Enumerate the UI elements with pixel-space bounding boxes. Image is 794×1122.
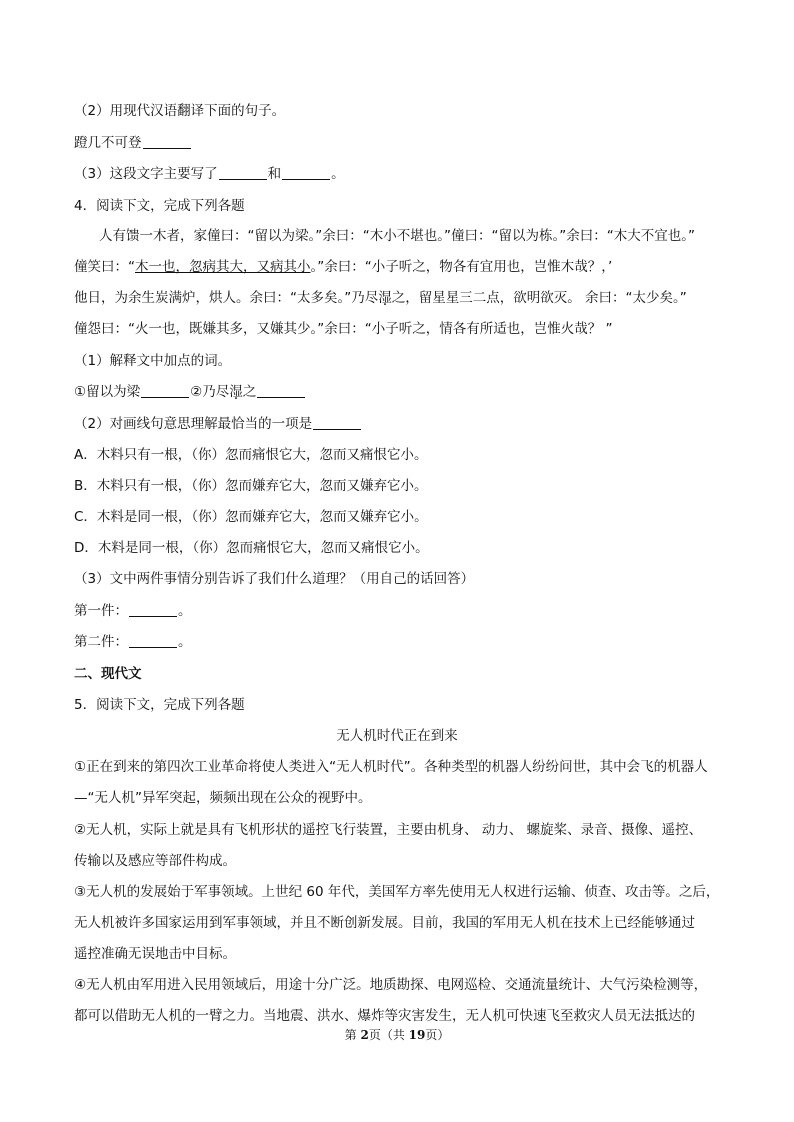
section-title: 二、现代文 <box>74 666 142 682</box>
q4-second-end: 。 <box>178 634 192 650</box>
q5-title: 5．阅读下文，完成下列各题 <box>74 697 245 713</box>
q4-p3-a: 他日，为余生炭满炉，烘人。余曰：“太多矣。”乃尽 <box>74 290 379 306</box>
q4-first-label: 第一件： <box>74 603 128 619</box>
option-c[interactable]: C．木料是同一根，（你）忽而嫌弃它大，忽而又嫌弃它小。 <box>74 509 428 525</box>
q4-sub1-item1: ①留以为梁 <box>74 384 141 400</box>
answer-blank[interactable] <box>282 165 330 180</box>
answer-blank[interactable] <box>129 633 177 648</box>
answer-blank[interactable] <box>313 415 361 430</box>
q4-second-label: 第二件： <box>74 634 128 650</box>
option-a[interactable]: A．木料只有一根，（你）忽而痛恨它大，忽而又痛恨它小。 <box>74 447 428 463</box>
q4-underlined-sentence: 木一也，忽病其大，又病其小 <box>135 259 311 275</box>
article-line: 传输以及感应等部件构成。 <box>74 853 236 869</box>
q4-sub1-item2-dotted: 湿 <box>229 384 243 400</box>
answer-blank[interactable] <box>143 134 191 149</box>
q4-sub1-item2-a: ②乃尽 <box>190 384 230 400</box>
page-footer <box>0 1026 794 1043</box>
q3-sub2-sentence-line <box>74 133 192 153</box>
q4-dotted-word: 湿 <box>378 290 392 306</box>
q4-sub1-item2-b: 之 <box>242 384 257 400</box>
q4-title: 4．阅读下文，完成下列各题 <box>74 198 245 214</box>
article-line: 无人机被许多国家运用到军事领域，并且不断创新发展。目前，我国的军用无人机在技术上已经能够通过 <box>74 915 695 931</box>
option-d[interactable]: D．木料是同一根，（你）忽而痛恨它大，忽而又痛恨它小。 <box>74 540 429 556</box>
q4-passage-line-4: 僮怨曰：“火一也，既嫌其多，又嫌其少。”余曰：“小子听之，情各有所适也，岂惟火哉？ ” <box>74 321 613 337</box>
q3-sub3-and: 和 <box>267 166 282 182</box>
q4-p3-b: 之，留星星三二点，欲明欲灭。 余曰：“太少矣。” <box>391 290 687 306</box>
answer-blank[interactable] <box>129 602 177 617</box>
q3-sub2-label: （2）用现代汉语翻译下面的句子。 <box>74 103 286 119</box>
q4-p2-b: 。”余曰：“小子听之，物各有宜用也，岂惟木哉？，’ <box>310 259 613 275</box>
option-b[interactable]: B．木料只有一根，（你）忽而嫌弃它大，忽而又嫌弃它小。 <box>74 478 428 494</box>
article-title: 无人机时代正在到来 <box>336 728 458 744</box>
q4-passage-line-1: 人有馈一木者，家僮曰：“留以为梁。”余曰：“木小不堪也。”僮曰：“留以为栋。”余曰：“木大不宜也。” <box>99 228 695 244</box>
article-line: —“无人机”异军突起，频频出现在公众的视野中。 <box>74 790 372 806</box>
q4-sub1-label: （1）解释文中加点的词。 <box>74 353 232 369</box>
article-line: ④无人机由军用进入民用领域后，用途十分广泛。地质勘探、电网巡检、交通流量统计、大气污染检测等， <box>74 977 708 993</box>
q3-sub2-sentence: 蹬几不可登 <box>74 135 142 151</box>
q4-first-line <box>74 601 192 621</box>
q3-sub3-prefix: （3）这段文字主要写了 <box>74 166 218 182</box>
article-line: ③无人机的发展始于军事领域。上世纪 60 年代，美国军方率先使用无人权进行运输、侦查、攻击等。之后， <box>74 884 720 900</box>
article-line: ②无人机，实际上就是具有飞机形状的遥控飞行装置，主要由机身、 动力、 螺旋桨、录音、摄像、遥控、 <box>74 822 703 838</box>
q4-second-line <box>74 632 192 652</box>
page-number: 2 <box>360 1028 369 1042</box>
q3-sub3-end: 。 <box>331 166 345 182</box>
article-line: ①正在到来的第四次工业革命将使人类进入“无人机时代”。各种类型的机器人纷纷问世，其中会飞的机器人 <box>74 759 708 775</box>
article-line: 遥控准确无误地击中目标。 <box>74 946 236 962</box>
page-total: 19 <box>408 1028 426 1042</box>
q4-first-end: 。 <box>178 603 192 619</box>
answer-blank[interactable] <box>219 165 267 180</box>
footer-text: 页（共 <box>368 1028 409 1042</box>
q4-sub2-line <box>74 414 362 434</box>
footer-text: 第 <box>344 1028 361 1042</box>
q4-passage-line-3 <box>74 288 687 308</box>
q4-sub3-label: （3）文中两件事情分别告诉了我们什么道理？（用自己的话回答） <box>74 571 475 587</box>
q4-p2-a: 僮笑曰：“ <box>74 259 135 275</box>
answer-blank[interactable] <box>257 383 305 398</box>
q4-sub2-label: （2）对画线句意思理解最恰当的一项是 <box>74 416 313 432</box>
q3-sub3-line <box>74 164 345 184</box>
answer-blank[interactable] <box>141 383 189 398</box>
footer-text: 页） <box>425 1028 450 1042</box>
q4-sub1-items <box>74 382 306 402</box>
q4-passage-line-2 <box>74 257 612 277</box>
article-line: 都可以借助无人机的一臂之力。当地震、洪水、爆炸等灾害发生，无人机可快速飞至救灾人员无法抵达的 <box>74 1008 695 1024</box>
